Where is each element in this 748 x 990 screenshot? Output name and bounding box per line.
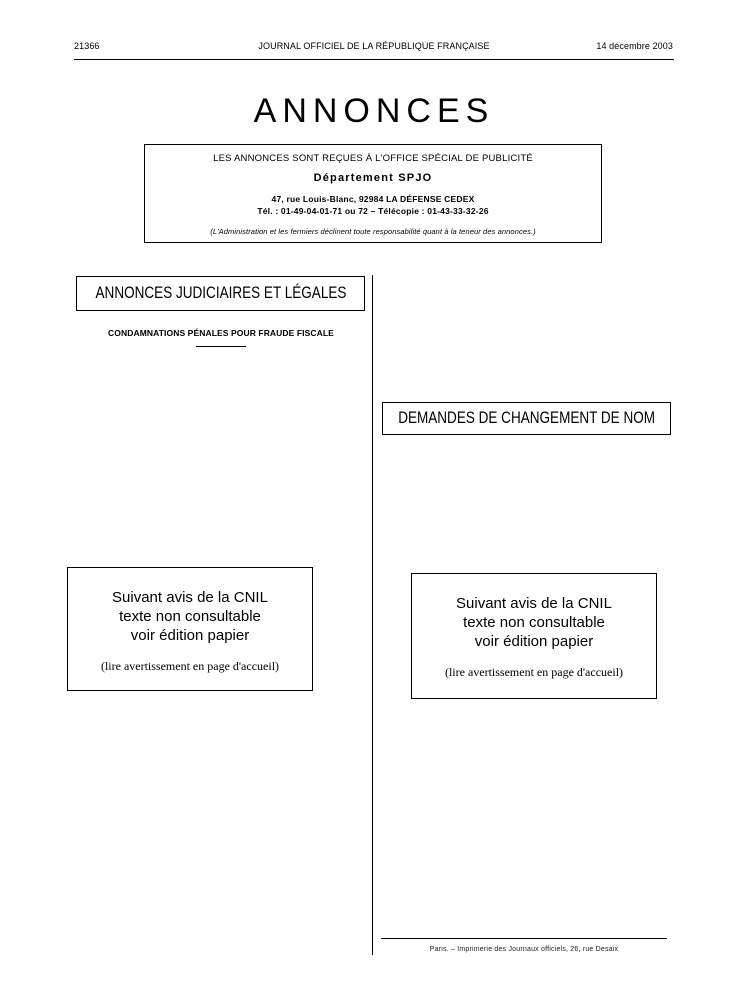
issue-date: 14 décembre 2003 — [596, 41, 673, 51]
subheading-rule — [196, 346, 246, 347]
section-title-changement-nom-text: DEMANDES DE CHANGEMENT DE NOM — [398, 409, 655, 427]
cnil-notice-line-4: (lire avertissement en page d'accueil) — [100, 659, 280, 673]
section-title-judiciaires — [76, 276, 365, 311]
page-title: ANNONCES — [253, 92, 495, 130]
section-title-judiciaires-text: ANNONCES JUDICIAIRES ET LÉGALES — [95, 284, 346, 302]
printer-footer: Paris. – Imprimerie des Journaux officiels, 26, rue Desaix — [429, 946, 619, 953]
cnil-notice-line-2: texte non consultable — [463, 614, 605, 631]
publicity-department: Département SPJO — [313, 172, 433, 184]
column-divider — [372, 275, 373, 955]
cnil-notice-line-3: voir édition papier — [130, 627, 250, 644]
publicity-phone: Tél. : 01-49-04-01-71 ou 72 – Télécopie : 01-43-33-32-26 — [257, 206, 489, 216]
cnil-notice-left — [67, 567, 313, 691]
section-title-changement-nom — [382, 402, 671, 435]
publicity-box — [144, 144, 602, 243]
publicity-disclaimer: (L'Administration et les fermiers déclinent toute responsabilité quant à la teneur des annonces.) — [210, 227, 536, 236]
journal-name: JOURNAL OFFICIEL DE LA RÉPUBLIQUE FRANÇAISE — [258, 41, 490, 51]
cnil-notice-line-2: texte non consultable — [119, 608, 261, 625]
subheading-condamnations: CONDAMNATIONS PÉNALES POUR FRAUDE FISCALE — [108, 328, 334, 338]
publicity-address: 47, rue Louis-Blanc, 92984 LA DÉFENSE CEDEX — [271, 194, 475, 204]
cnil-notice-line-1: Suivant avis de la CNIL — [112, 589, 268, 606]
cnil-notice-line-3: voir édition papier — [474, 633, 594, 650]
publicity-line-1: LES ANNONCES SONT REÇUES À L'OFFICE SPÉCIAL DE PUBLICITÉ — [213, 153, 533, 164]
header-rule — [74, 59, 674, 60]
footer-rule — [381, 938, 667, 939]
cnil-notice-line-1: Suivant avis de la CNIL — [456, 595, 612, 612]
page-number: 21366 — [74, 41, 100, 51]
cnil-notice-line-4: (lire avertissement en page d'accueil) — [444, 665, 624, 679]
cnil-notice-right — [411, 573, 657, 699]
